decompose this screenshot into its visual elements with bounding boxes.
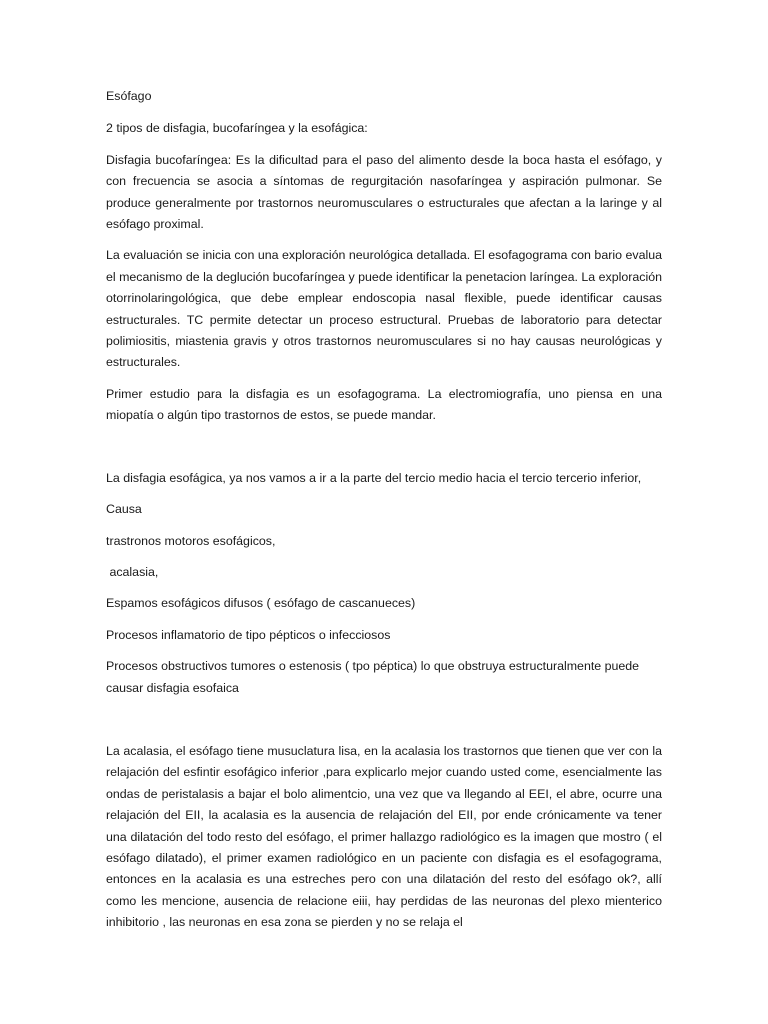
causa-item: trastronos motoros esofágicos, [106, 533, 276, 548]
paragraph-evaluacion: La evaluación se inicia con una exploración neurológica detallada. El esofagograma con bario evalua el mecanismo de la deglución bucofaríngea y puede identificar la penetacion laríngea. La exploración otorrinolaringológica, que debe emplear endoscopia nasal flexible, puede identificar causas estructurales. TC permite detectar un proceso estructural. Pruebas de laboratorio para detectar polimiositis, miastenia gravis y otros trastornos neuromusculares si no hay causas neurológicas y estructurales. [106, 248, 662, 370]
causa-label: Causa [106, 502, 142, 517]
paragraph-primer-estudio: Primer estudio para la disfagia es un esofagograma. La electromiografía, uno piensa en una miopatía o algún tipo trastornos de estos, se puede mandar. [106, 386, 662, 423]
causa-item: Procesos obstructivos tumores o estenosis ( tpo péptica) lo que obstruya estructuralmente puede causar disfagia esofaica [106, 659, 640, 695]
section-gap [106, 709, 662, 741]
paragraph-acalasia: La acalasia, el esófago tiene musuclatura lisa, en la acalasia los trastornos que tienen que ver con la relajación del esfintir esofágico inferior ,para explicarlo mejor cuando usted come, esencialmente las ondas de peristalasis a bajar el bolo alimentcio, una vez que va llegando al EEI, el abre, ocurre una relajación del EII, la acalasia es la ausencia de relajación del EII, por ende crónicamente va tener una dilatación del todo resto del esófago, el primer hallazgo radiológico es la imagen que mostro ( el esófago dilatado), el primer examen radiológico en un paciente con disfagia es el esofagograma, entonces en la acalasia es una estreches pero con una dilatación del resto del esófago ok?, allí como les mencione, ausencia de relacione eiii, hay perdidas de las neuronas del plexo mienterico inhibitorio , las neuronas en esa zona se pierden y no se relaja el [106, 743, 662, 930]
paragraph-esofagica-intro: La disfagia esofágica, ya nos vamos a ir a la parte del tercio medio hacia el tercio tercerio inferior, [106, 470, 642, 485]
causa-item: Espamos esofágicos difusos ( esófago de cascanueces) [106, 596, 416, 611]
document-title: Esófago [106, 89, 152, 103]
causa-item: Procesos inflamatorio de tipo pépticos o infecciosos [106, 627, 391, 642]
paragraph-bucofaringea: Disfagia bucofaríngea: Es la dificultad para el paso del alimento desde la boca hasta el esófago, y con frecuencia se asocia a síntomas de regurgitación nasofaríngea y aspiración pulmonar. Se produce generalmente por trastornos neuromusculares o estructurales que afectan a la laringe y al esófago proximal. [106, 152, 662, 232]
intro-line: 2 tipos de disfagia, bucofaríngea y la esofágica: [106, 121, 368, 136]
causa-item: acalasia, [106, 564, 159, 579]
section-gap [106, 437, 662, 468]
document-body [106, 86, 662, 944]
